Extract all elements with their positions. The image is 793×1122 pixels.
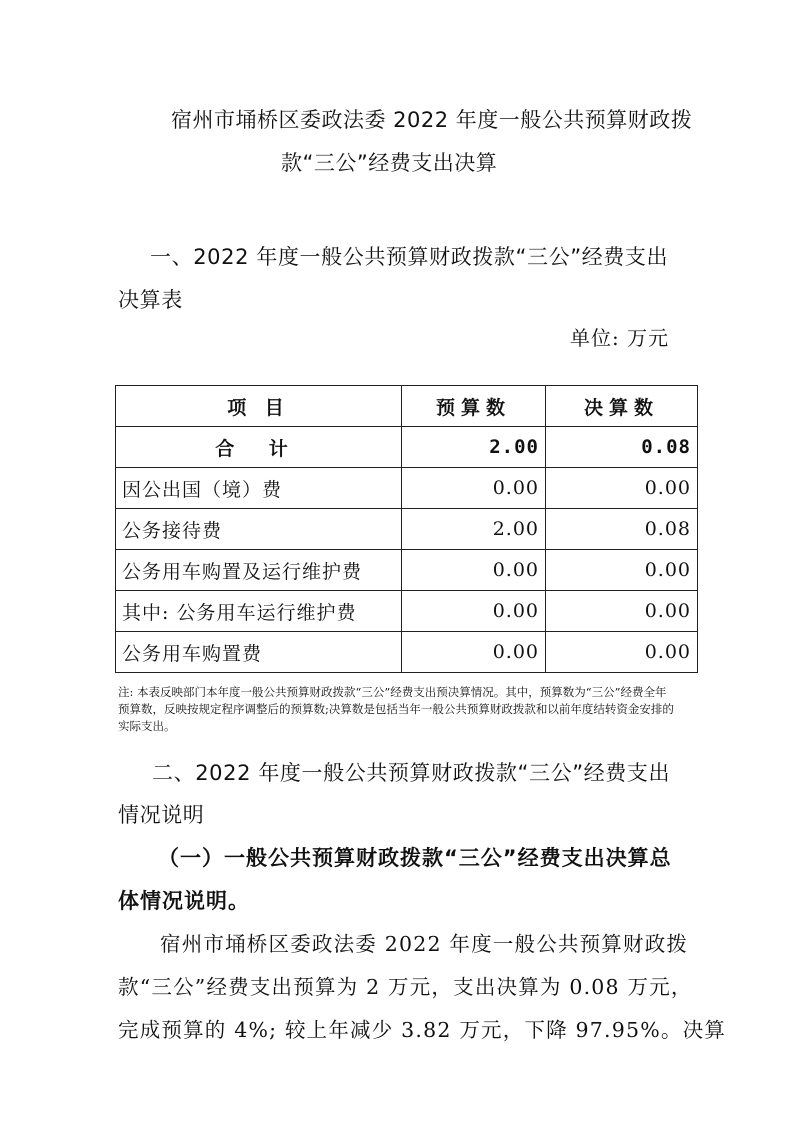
row-budget: 0.00 (402, 591, 546, 632)
table-row (116, 509, 698, 550)
paragraph-line-3: 完成预算的 4%; 较上年减少 3.82 万元，下降 97.95%。决算 (118, 1018, 727, 1042)
row-label: 公务接待费 (116, 509, 402, 550)
row-final: 0.08 (546, 427, 698, 468)
row-label: 公务用车购置及运行维护费 (116, 550, 402, 591)
table-row (116, 468, 698, 509)
table-row (116, 591, 698, 632)
row-label: 因公出国（境）费 (116, 468, 402, 509)
section2-heading-line-2: 情况说明 (118, 803, 205, 827)
table-header-row (116, 386, 698, 427)
table-note: 注: 本表反映部门本年度一般公共预算财政拨款“三公”经费支出预决算情况。其中，预算数为“三公”经费全年预算数，反映按规定程序调整后的预算数;决算数是包括当年一般公共预算财政拨款和以前年度结转资金安排的实际支出。 (118, 685, 674, 733)
paragraph-line-1: 宿州市埇桥区委政法委 2022 年度一般公共预算财政拨 (160, 932, 689, 956)
row-budget: 2.00 (402, 509, 546, 550)
row-budget: 0.00 (402, 550, 546, 591)
doc-title-line-2: 款“三公”经费支出决算 (281, 151, 498, 175)
table-row (116, 427, 698, 468)
subsection1-heading-line-1: （一）一般公共预算财政拨款“三公”经费支出决算总 (158, 846, 672, 870)
table-row (116, 632, 698, 673)
header-item: 项 目 (116, 386, 402, 427)
section2-heading-line-1: 二、2022 年度一般公共预算财政拨款“三公”经费支出 (152, 761, 671, 785)
row-final: 0.00 (546, 591, 698, 632)
row-label: 公务用车购置费 (116, 632, 402, 673)
row-label: 合 计 (116, 427, 402, 468)
section1-heading-line-2: 决算表 (118, 288, 183, 312)
header-budget: 预算数 (402, 386, 546, 427)
doc-title-line-1: 宿州市埇桥区委政法委 2022 年度一般公共预算财政拨 (171, 108, 693, 132)
row-final: 0.00 (546, 550, 698, 591)
header-final: 决算数 (546, 386, 698, 427)
row-final: 0.00 (546, 632, 698, 673)
table-row (116, 550, 698, 591)
row-budget: 2.00 (402, 427, 546, 468)
row-label: 其中: 公务用车运行维护费 (116, 591, 402, 632)
row-budget: 0.00 (402, 468, 546, 509)
budget-table (115, 385, 698, 673)
unit-label: 单位: 万元 (570, 326, 670, 350)
subsection1-heading-line-2: 体情况说明。 (118, 889, 250, 913)
row-final: 0.08 (546, 509, 698, 550)
row-budget: 0.00 (402, 632, 546, 673)
row-final: 0.00 (546, 468, 698, 509)
paragraph-line-2: 款“三公”经费支出预算为 2 万元，支出决算为 0.08 万元， (118, 975, 693, 999)
section1-heading-line-1: 一、2022 年度一般公共预算财政拨款“三公”经费支出 (150, 245, 669, 269)
